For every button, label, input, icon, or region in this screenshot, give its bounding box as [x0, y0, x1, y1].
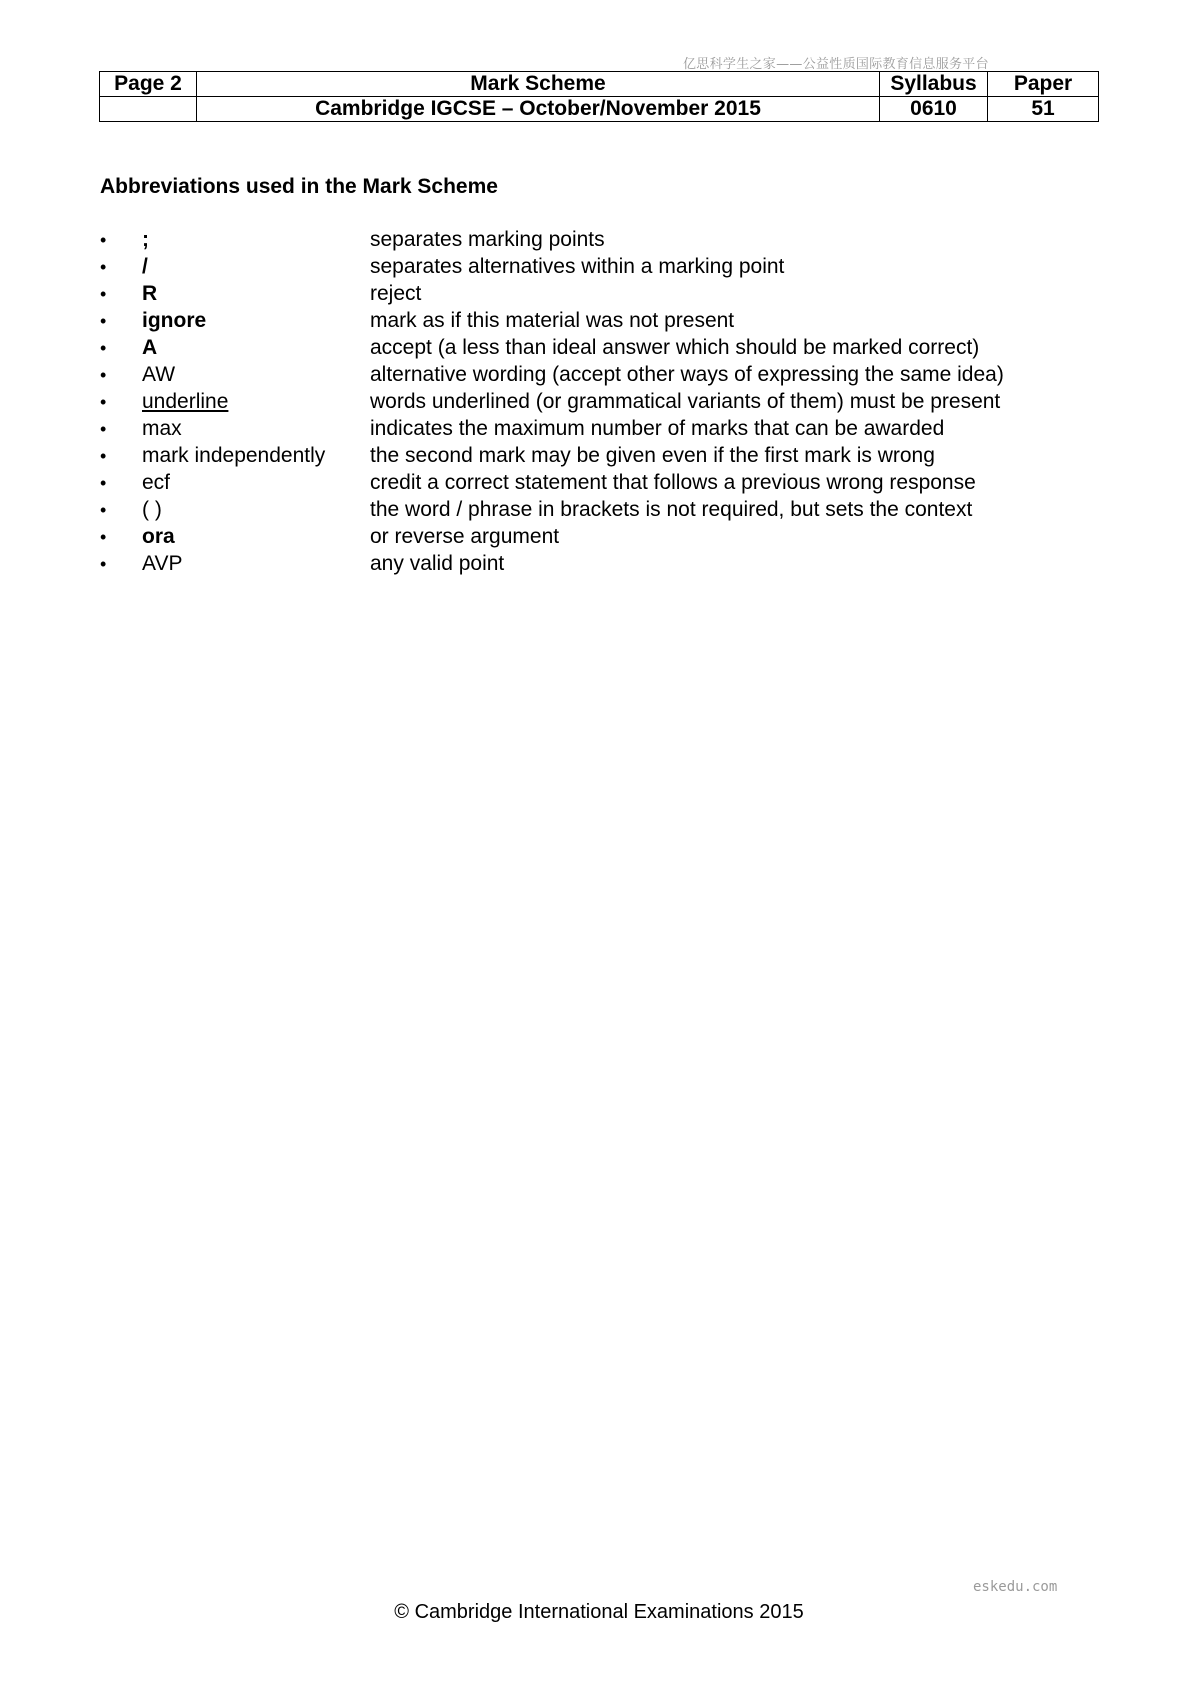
site-watermark: eskedu.com — [973, 1579, 1058, 1595]
abbreviation-row — [100, 417, 1004, 444]
abbreviation-term: ora — [142, 525, 175, 548]
bullet-icon: • — [100, 230, 107, 250]
bullet-icon: • — [100, 500, 107, 520]
abbreviation-row — [100, 309, 1004, 336]
abbreviation-description: any valid point — [370, 552, 505, 575]
abbreviation-term: ecf — [142, 471, 171, 494]
header-row-1 — [100, 72, 1099, 97]
paper-value: 51 — [988, 97, 1099, 122]
abbreviation-term: ignore — [142, 309, 207, 332]
abbreviation-row — [100, 498, 1004, 525]
abbreviation-term: underline — [142, 390, 229, 413]
abbreviation-description: indicates the maximum number of marks that can be awarded — [370, 417, 945, 440]
abbreviation-description: words underlined (or grammatical variants of them) must be present — [370, 390, 1001, 413]
abbreviation-description: credit a correct statement that follows a previous wrong response — [370, 471, 976, 494]
abbreviation-description: mark as if this material was not present — [370, 309, 735, 332]
bullet-icon: • — [100, 311, 107, 331]
bullet-icon: • — [100, 365, 107, 385]
bullet-icon: • — [100, 257, 107, 277]
header-row-2 — [100, 97, 1099, 122]
abbreviation-row — [100, 282, 1004, 309]
abbreviation-description: the word / phrase in brackets is not required, but sets the context — [370, 498, 973, 521]
abbreviation-row — [100, 255, 1004, 282]
abbreviation-list — [100, 228, 1004, 579]
abbreviation-row — [100, 390, 1004, 417]
bullet-icon: • — [100, 527, 107, 547]
abbreviation-term: mark independently — [142, 444, 326, 467]
abbreviation-row — [100, 228, 1004, 255]
abbreviation-description: reject — [370, 282, 422, 305]
bullet-icon: • — [100, 554, 107, 574]
abbreviation-description: separates marking points — [370, 228, 605, 251]
header-table — [99, 71, 1099, 122]
abbreviation-row — [100, 552, 1004, 579]
abbreviation-term: max — [142, 417, 182, 440]
bullet-icon: • — [100, 446, 107, 466]
document-subtitle: Cambridge IGCSE – October/November 2015 — [197, 97, 880, 122]
abbreviation-description: separates alternatives within a marking point — [370, 255, 785, 278]
abbreviation-row — [100, 444, 1004, 471]
empty-cell — [100, 97, 197, 122]
bullet-icon: • — [100, 284, 107, 304]
abbreviation-term: ( ) — [142, 498, 162, 521]
page-number: Page 2 — [100, 72, 197, 97]
abbreviation-description: the second mark may be given even if the first mark is wrong — [370, 444, 935, 467]
bullet-icon: • — [100, 338, 107, 358]
section-title: Abbreviations used in the Mark Scheme — [100, 175, 498, 198]
abbreviation-description: alternative wording (accept other ways of expressing the same idea) — [370, 363, 1004, 386]
document-title: Mark Scheme — [197, 72, 880, 97]
paper-label: Paper — [988, 72, 1099, 97]
syllabus-label: Syllabus — [880, 72, 988, 97]
abbreviation-row — [100, 525, 1004, 552]
abbreviation-term: AW — [142, 363, 176, 386]
watermark-text: 亿思科学生之家——公益性质国际教育信息服务平台 — [683, 57, 989, 72]
abbreviation-description: or reverse argument — [370, 525, 560, 548]
abbreviation-row — [100, 336, 1004, 363]
bullet-icon: • — [100, 419, 107, 439]
abbreviation-term: R — [142, 282, 158, 305]
abbreviation-term: ; — [142, 228, 149, 251]
abbreviation-term: A — [142, 336, 158, 359]
syllabus-value: 0610 — [880, 97, 988, 122]
abbreviation-description: accept (a less than ideal answer which should be marked correct) — [370, 336, 980, 359]
abbreviation-term: / — [142, 255, 148, 278]
footer-copyright: © Cambridge International Examinations 2015 — [394, 1601, 804, 1623]
abbreviation-term: AVP — [142, 552, 183, 575]
bullet-icon: • — [100, 473, 107, 493]
abbreviation-row — [100, 471, 1004, 498]
abbreviation-row — [100, 363, 1004, 390]
bullet-icon: • — [100, 392, 107, 412]
